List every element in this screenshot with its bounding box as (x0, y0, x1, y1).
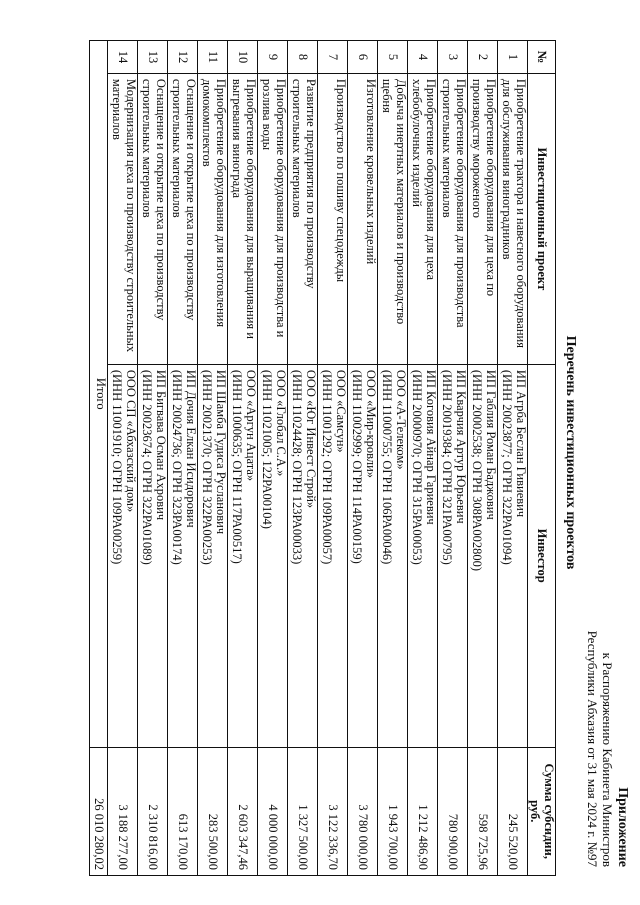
project-name: Приобретение оборудования для производства и розлива воды (258, 73, 288, 364)
project-name: Приобретение оборудования для цеха по производству мороженого (468, 73, 498, 364)
subsidy-amount: 4 000 000,00 (258, 747, 288, 876)
table-row (348, 41, 378, 876)
project-name: Приобретение оборудования для цеха хлебобулочных изделий (408, 73, 438, 364)
appendix-reference-line-2: Республики Абхазия от 31 мая 2024 г. №97 (585, 630, 600, 867)
table-row (228, 41, 258, 876)
investor-registration-ids: (ИНН 11024428; ОГРН 123РА00033) (290, 369, 305, 565)
project-name: Развитие предприятия по производству строительных материалов (288, 73, 318, 364)
investor-name: ООО «А-Телеком» (394, 369, 408, 470)
table-header-row (528, 41, 556, 876)
appendix-reference-line-1: к Распоряжению Кабинета Министров (600, 652, 615, 867)
row-number: 11 (198, 41, 228, 74)
row-number: 7 (318, 41, 348, 74)
subsidy-amount: 2 603 347,46 (228, 747, 258, 876)
investor-name: ООО «Аргун Ацата» (244, 369, 258, 482)
investor-registration-ids: (ИНН 11001292; ОГРН 109РА00057) (320, 369, 335, 565)
subsidy-amount: 2 310 816,00 (138, 747, 168, 876)
investor-name: ИП Габлия Роман Баджович (484, 369, 498, 520)
subsidy-amount: 283 500,00 (198, 747, 228, 876)
table-row (378, 41, 408, 876)
investor-name: ИП Дочия Елкан Исидорович (184, 369, 198, 528)
investor-cell (348, 364, 378, 747)
column-header-num: № (528, 41, 556, 74)
table-row (408, 41, 438, 876)
investor-name: ООО «Мир-кровли» (364, 369, 378, 479)
projects-table (89, 40, 556, 876)
investor-registration-ids: (ИНН 11002999; ОГРН 114РА00159) (350, 369, 365, 564)
investor-registration-ids: (ИНН 20019384; ОГРН 321РА00795) (440, 369, 455, 565)
row-number: 5 (378, 41, 408, 74)
subsidy-amount: 598 725,96 (468, 747, 498, 876)
investor-registration-ids: (ИНН 20023674; ОГРН 322РА01089) (140, 369, 155, 565)
row-number: 6 (348, 41, 378, 74)
investor-registration-ids: (ИНН 20021370; ОГРН 322РА00253) (200, 369, 215, 565)
table-row (198, 41, 228, 876)
row-number: 8 (288, 41, 318, 74)
investor-cell (498, 364, 528, 747)
row-number: 9 (258, 41, 288, 74)
row-number: 1 (498, 41, 528, 74)
row-number: 3 (438, 41, 468, 74)
subsidy-amount: 613 170,00 (168, 747, 198, 876)
table-row (318, 41, 348, 876)
investor-name: ООО «Юг Инвест Строй» (304, 369, 318, 509)
row-number: 13 (138, 41, 168, 74)
table-row (498, 41, 528, 876)
investor-name: ИП Бигвава Осман Ахрович (154, 369, 168, 521)
table-row (168, 41, 198, 876)
investor-name: ООО «Самсун» (334, 369, 348, 453)
investor-cell (258, 364, 288, 747)
table-row (288, 41, 318, 876)
project-name: Приобретение оборудования для изготовления домокомплектов (198, 73, 228, 364)
subsidy-amount: 1 212 486,90 (408, 747, 438, 876)
investor-name: ООО «Глобал С.А.» (274, 369, 288, 477)
project-name: Оснащение и открытие цеха по производству строительных материалов (168, 73, 198, 364)
investor-registration-ids: (ИНН 11000755; ОГРН 106РА00046) (380, 369, 395, 565)
investor-name: ИП Кварчия Артур Юрьевич (454, 369, 468, 524)
project-name: Модернизация цеха по производству строительных материалов (108, 73, 138, 364)
investor-name: ИП Коговия Айнар Гариевич (424, 369, 438, 525)
subsidy-amount: 1 943 700,00 (378, 747, 408, 876)
project-name: Приобретение оборудования для производства строительных материалов (438, 73, 468, 364)
project-name: Изготовление кровельных изделий (348, 73, 378, 364)
investor-registration-ids: (ИНН 20000970; ОГРН 315РА00053) (410, 369, 425, 565)
investor-cell (198, 364, 228, 747)
subsidy-amount: 780 900,00 (438, 747, 468, 876)
row-number: 12 (168, 41, 198, 74)
investor-cell (438, 364, 468, 747)
investor-registration-ids: (ИНН 11021005; 122РА00104) (260, 369, 275, 529)
total-amount: 26 010 280,02 (90, 747, 108, 876)
investor-cell (408, 364, 438, 747)
row-number: 2 (468, 41, 498, 74)
investor-registration-ids: (ИНН 11000635; ОГРН 117РА00517) (230, 369, 245, 564)
project-name: Добыча инертных материалов и производство щебня (378, 73, 408, 364)
investor-cell (138, 364, 168, 747)
investor-name: ИП Агрба Беслан Гивиевич (514, 369, 528, 518)
subsidy-amount: 1 327 500,00 (288, 747, 318, 876)
column-header-amount: Сумма субсидии, руб. (528, 747, 556, 876)
project-name: Оснащение и открытие цеха по производству строительных материалов (138, 73, 168, 364)
total-row (90, 41, 108, 876)
table-row (138, 41, 168, 876)
column-header-project: Инвестиционный проект (528, 73, 556, 364)
investor-cell (288, 364, 318, 747)
investor-registration-ids: (ИНН 20023877; ОГРН 322РА01094) (500, 369, 515, 565)
document-heading: Перечень инвестиционных проектов (563, 335, 578, 570)
appendix-header (585, 631, 630, 867)
investor-name: ИП Шамба Гудиса Русланович (214, 369, 228, 535)
table-row (438, 41, 468, 876)
appendix-title: Приложение (615, 787, 630, 867)
investor-cell (318, 364, 348, 747)
table-body (108, 41, 528, 876)
investor-registration-ids: (ИНН 20024736; ОГРН 323РА00174) (170, 369, 185, 565)
subsidy-amount: 245 520,00 (498, 747, 528, 876)
table-row (258, 41, 288, 876)
subsidy-amount: 3 188 277,00 (108, 747, 138, 876)
investor-cell (378, 364, 408, 747)
row-number: 14 (108, 41, 138, 74)
column-header-investor: Инвестор (528, 364, 556, 747)
row-number: 4 (408, 41, 438, 74)
investor-cell (468, 364, 498, 747)
project-name: Приобретение трактора и навесного оборудования для обслуживания виноградников (498, 73, 528, 364)
table-row (108, 41, 138, 876)
investor-cell (228, 364, 258, 747)
project-name: Приобретение оборудования для выращивания и выгревания винограда (228, 73, 258, 364)
investor-cell (108, 364, 138, 747)
investor-name: ООО СП «Абхазский дом» (124, 369, 138, 513)
row-number: 10 (228, 41, 258, 74)
total-label: Итого (90, 41, 108, 748)
investor-registration-ids: (ИНН 20002538; ОГРН 308РА002800) (470, 369, 485, 571)
subsidy-amount: 3 122 336,70 (318, 747, 348, 876)
project-name: Производство по пошиву спецодежды (318, 73, 348, 364)
subsidy-amount: 3 780 000,00 (348, 747, 378, 876)
investor-cell (168, 364, 198, 747)
table-row (468, 41, 498, 876)
investor-registration-ids: (ИНН 11001910; ОГРН 109РА00259) (110, 369, 125, 565)
